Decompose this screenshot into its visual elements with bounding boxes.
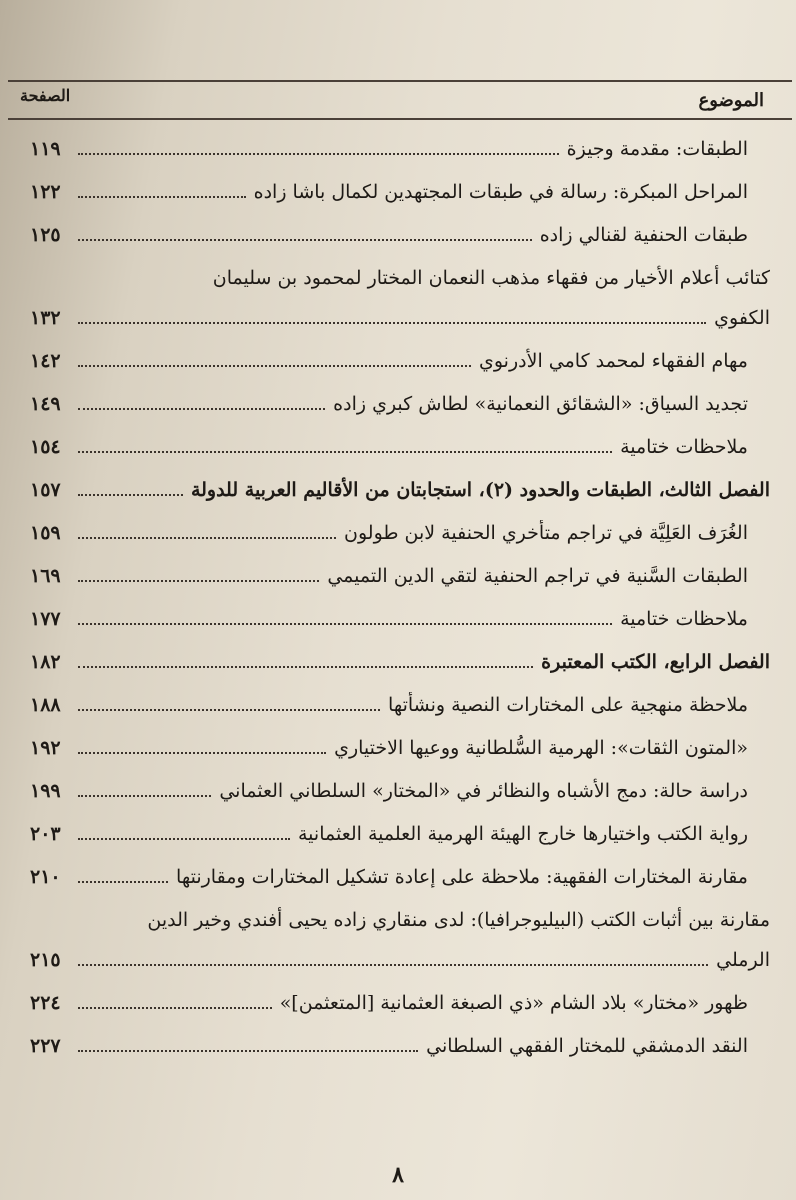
toc-entry-title: ملاحظات ختامية bbox=[620, 608, 748, 630]
toc-entry-page: ٢٢٤ bbox=[30, 992, 61, 1014]
toc-entry bbox=[30, 821, 770, 847]
toc-leader-dots bbox=[78, 580, 319, 582]
toc-entry-title: رواية الكتب واختيارها خارج الهيئة الهرمية العلمية العثمانية bbox=[297, 823, 748, 845]
toc-chapter-entry bbox=[30, 477, 770, 503]
toc-entry bbox=[30, 606, 770, 632]
toc-entry-title: الفصل الثالث، الطبقات والحدود (٢)، استجابتان من الأقاليم العربية للدولة bbox=[190, 479, 770, 501]
toc-entry-page: ١٢٢ bbox=[30, 181, 61, 203]
toc-entry bbox=[30, 692, 770, 718]
toc-entry bbox=[30, 1033, 770, 1059]
toc-entry-title: الطبقات: مقدمة وجيزة bbox=[566, 138, 748, 160]
toc-leader-dots bbox=[78, 196, 246, 198]
toc-entry-title: طبقات الحنفية لقنالي زاده bbox=[539, 224, 748, 246]
toc-entry-page: ٢٢٧ bbox=[30, 1035, 61, 1057]
toc-header bbox=[8, 80, 792, 130]
toc-entry-title: مهام الفقهاء لمحمد كامي الأدرنوي bbox=[479, 350, 748, 372]
toc-entry bbox=[30, 391, 770, 417]
toc-entry bbox=[30, 990, 770, 1016]
toc-entry bbox=[30, 520, 770, 546]
toc-entry bbox=[30, 907, 770, 973]
toc-entry-title: مقارنة المختارات الفقهية: ملاحظة على إعادة تشكيل المختارات ومقارنتها bbox=[176, 866, 748, 888]
toc-leader-dots bbox=[78, 322, 706, 324]
page-number: ٨ bbox=[392, 1162, 404, 1188]
toc-entry bbox=[30, 265, 770, 331]
toc-entry-page: ١٢٥ bbox=[30, 224, 61, 246]
toc-leader-dots bbox=[78, 838, 290, 840]
toc-leader-dots bbox=[78, 1050, 418, 1052]
toc-entry bbox=[30, 563, 770, 589]
toc-leader-dots bbox=[78, 365, 471, 367]
toc-leader-dots bbox=[78, 1007, 272, 1009]
header-bottom-rule bbox=[8, 118, 792, 120]
toc-entry-title: الغُرَف العَلِيَّة في تراجم متأخري الحنفية لابن طولون bbox=[344, 522, 748, 544]
toc-chapter-entry bbox=[30, 649, 770, 675]
toc-entry-title-line1: مقارنة بين أثبات الكتب (البيليوجرافيا): لدى منقاري زاده يحيى أفندي وخير الدين bbox=[147, 909, 770, 931]
toc-entry-page: ١٨٨ bbox=[30, 694, 61, 716]
toc-entry-page: ١٤٢ bbox=[30, 350, 61, 372]
toc-entry-line2 bbox=[30, 305, 770, 331]
toc-entry-page: ١٨٢ bbox=[30, 651, 61, 673]
toc-entry-page: ١٥٧ bbox=[30, 479, 61, 501]
toc-entry bbox=[30, 864, 770, 890]
toc-entry-title: تجديد السياق: «الشقائق النعمانية» لطاش كبري زاده bbox=[333, 393, 748, 415]
toc-entry bbox=[30, 222, 770, 248]
toc-entry-title: ظهور «مختار» بلاد الشام «ذي الصبغة العثمانية [المتعثمن]» bbox=[279, 992, 748, 1014]
toc-entry-title: «المتون الثقات»: الهرمية السُّلطانية ووعيها الاختياري bbox=[334, 737, 748, 759]
toc-entry-page: ١١٩ bbox=[30, 138, 61, 160]
header-page-label: الصفحة bbox=[20, 86, 71, 105]
toc-entry-page: ١٤٩ bbox=[30, 393, 61, 415]
toc-leader-dots bbox=[78, 623, 612, 625]
toc-entry-title: ملاحظة منهجية على المختارات النصية ونشأتها bbox=[388, 694, 748, 716]
toc-entry bbox=[30, 136, 770, 162]
toc-entry-title: الفصل الرابع، الكتب المعتبرة bbox=[541, 651, 770, 673]
toc-entry-title: الطبقات السَّنية في تراجم الحنفية لتقي الدين التميمي bbox=[327, 565, 748, 587]
toc-entry bbox=[30, 778, 770, 804]
toc-entry-title-line2: الكفوي bbox=[714, 307, 770, 329]
toc-entry-page: ١٣٢ bbox=[30, 307, 61, 329]
toc-entry-page: ١٩٢ bbox=[30, 737, 61, 759]
toc-entry bbox=[30, 348, 770, 374]
toc-leader-dots bbox=[78, 964, 708, 966]
header-topic-label: الموضوع bbox=[698, 90, 764, 111]
toc-leader-dots bbox=[78, 752, 326, 754]
toc-leader-dots bbox=[78, 666, 533, 668]
toc-leader-dots bbox=[78, 709, 380, 711]
toc-leader-dots bbox=[78, 239, 532, 241]
toc-entry-title: النقد الدمشقي للمختار الفقهي السلطاني bbox=[426, 1035, 748, 1057]
toc-entry-page: ٢١٥ bbox=[30, 949, 61, 971]
toc-entry-page: ٢٠٣ bbox=[30, 823, 61, 845]
toc-leader-dots bbox=[78, 881, 168, 883]
table-of-contents bbox=[30, 136, 770, 1076]
toc-entry-page: ١٦٩ bbox=[30, 565, 61, 587]
header-top-rule bbox=[8, 80, 792, 82]
toc-entry-title-line2: الرملي bbox=[716, 949, 770, 971]
toc-leader-dots bbox=[78, 451, 612, 453]
toc-entry bbox=[30, 179, 770, 205]
toc-leader-dots bbox=[78, 537, 336, 539]
toc-entry-line2 bbox=[30, 947, 770, 973]
toc-entry bbox=[30, 735, 770, 761]
toc-leader-dots bbox=[78, 494, 183, 496]
toc-entry-title: ملاحظات ختامية bbox=[620, 436, 748, 458]
toc-leader-dots bbox=[78, 408, 325, 410]
toc-entry-title-line1: كتائب أعلام الأخيار من فقهاء مذهب النعمان المختار لمحمود بن سليمان bbox=[212, 267, 770, 289]
toc-entry-page: ١٥٤ bbox=[30, 436, 61, 458]
toc-leader-dots bbox=[78, 153, 559, 155]
toc-entry-page: ٢١٠ bbox=[30, 866, 61, 888]
toc-entry-page: ١٧٧ bbox=[30, 608, 61, 630]
toc-entry-title: المراحل المبكرة: رسالة في طبقات المجتهدين لكمال باشا زاده bbox=[253, 181, 748, 203]
toc-entry-title: دراسة حالة: دمج الأشباه والنظائر في «المختار» السلطاني العثماني bbox=[219, 780, 748, 802]
toc-leader-dots bbox=[78, 795, 211, 797]
toc-entry-page: ١٥٩ bbox=[30, 522, 61, 544]
toc-entry-page: ١٩٩ bbox=[30, 780, 61, 802]
toc-entry bbox=[30, 434, 770, 460]
